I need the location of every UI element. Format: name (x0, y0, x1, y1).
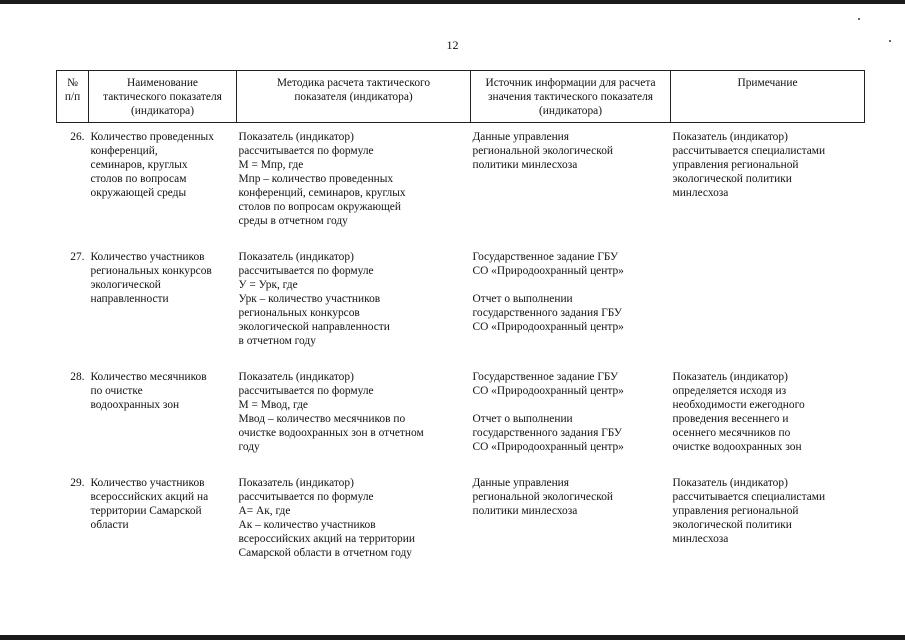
cell-method (237, 468, 471, 574)
text-line: рассчитывается специалистами (672, 145, 826, 157)
table-row (57, 468, 865, 574)
text-line: Показатель (индикатор) (238, 131, 354, 143)
text-line: в отчетном году (238, 335, 316, 347)
blank-line (473, 398, 669, 412)
text-line: водоохранных зон (90, 399, 180, 411)
text-line: необходимости ежегодного (672, 399, 805, 411)
text-line: Показатель (индикатор) (238, 371, 354, 383)
scan-top-border (0, 0, 905, 4)
cell-method (237, 362, 471, 468)
text-line: конференций, семинаров, круглых (238, 187, 406, 199)
cell-note (671, 468, 865, 574)
text-line: Государственное задание ГБУ (472, 371, 619, 383)
text-line: Государственное задание ГБУ (472, 251, 619, 263)
text-line: по очистке (90, 385, 143, 397)
text-line: Количество месячников (90, 371, 207, 383)
text-line: окружающей среды (90, 187, 187, 199)
text-line: региональной экологической (472, 491, 613, 503)
text-line: Наименование (127, 77, 198, 89)
text-line: экологической политики (672, 173, 792, 185)
text-line: (индикатора) (538, 105, 603, 117)
header-name (89, 71, 237, 123)
cell-note (671, 242, 865, 362)
text-line: Показатель (индикатор) (672, 371, 788, 383)
text-line: Мвод – количество месячников по (238, 413, 406, 425)
text-line: Показатель (индикатор) (672, 131, 788, 143)
text-line: У = Урк, где (238, 279, 298, 291)
header-method (237, 71, 471, 123)
text-line: региональных конкурсов (238, 307, 360, 319)
scan-speck (889, 40, 891, 42)
text-line: Показатель (индикатор) (238, 251, 354, 263)
cell-note (671, 362, 865, 468)
text-line: столов по вопросам окружающей (238, 201, 401, 213)
text-line: Ак – количество участников (238, 519, 376, 531)
text-line: направленности (90, 293, 169, 305)
text-line: семинаров, круглых (90, 159, 188, 171)
text-line: Урк – количество участников (238, 293, 381, 305)
text-line: региональных конкурсов (90, 265, 212, 277)
text-line: экологической политики (672, 519, 792, 531)
text-line: политики минлесхоза (472, 159, 578, 171)
text-line: Количество проведенных (90, 131, 214, 143)
text-line: М = Мпр, где (238, 159, 304, 171)
text-line: осеннего месячников по (672, 427, 791, 439)
text-line: п/п (64, 91, 81, 103)
text-line: очистке водоохранных зон (672, 441, 802, 453)
text-line: СО «Природоохранный центр» (472, 441, 624, 453)
text-line: всероссийских акций на (90, 491, 209, 503)
text-line: государственного задания ГБУ (472, 307, 622, 319)
cell-name (89, 468, 237, 574)
text-line: очистке водоохранных зон в отчетном (238, 427, 424, 439)
header-num (57, 71, 89, 123)
cell-num: 26. (70, 131, 85, 143)
text-line: Показатель (индикатор) (672, 477, 788, 489)
text-line: Самарской области в отчетном году (238, 547, 412, 559)
text-line: году (238, 441, 260, 453)
text-line: региональной экологической (472, 145, 613, 157)
text-line: рассчитывается по формуле (238, 265, 374, 277)
text-line: определяется исходя из (672, 385, 787, 397)
text-line: СО «Природоохранный центр» (472, 385, 624, 397)
text-line: А= Ак, где (238, 505, 291, 517)
text-line: области (90, 519, 129, 531)
text-line: Примечание (737, 77, 798, 89)
cell-method (237, 123, 471, 243)
text-line: экологической (90, 279, 161, 291)
text-line: СО «Природоохранный центр» (472, 321, 624, 333)
table-row (57, 123, 865, 243)
indicators-table (56, 70, 865, 574)
text-line: управления региональной (672, 159, 799, 171)
cell-name (89, 362, 237, 468)
header-note (671, 71, 865, 123)
cell-name (89, 123, 237, 243)
text-line: территории Самарской (90, 505, 202, 517)
text-line: Отчет о выполнении (472, 413, 573, 425)
header-source (471, 71, 671, 123)
cell-source (471, 242, 671, 362)
table-row (57, 242, 865, 362)
text-line: рассчитывается по формуле (238, 491, 374, 503)
text-line: тактического показателя (103, 91, 222, 103)
text-line: СО «Природоохранный центр» (472, 265, 624, 277)
text-line: среды в отчетном году (238, 215, 348, 227)
text-line: (индикатора) (130, 105, 195, 117)
text-line: экологической направленности (238, 321, 390, 333)
table-row (57, 362, 865, 468)
text-line: государственного задания ГБУ (472, 427, 622, 439)
blank-line (473, 278, 669, 292)
table-header-row (57, 71, 865, 123)
text-line: Методика расчета тактического (276, 77, 431, 89)
text-line: конференций, (90, 145, 158, 157)
text-line: Отчет о выполнении (472, 293, 573, 305)
text-line: всероссийских акций на территории (238, 533, 415, 545)
text-line: Показатель (индикатор) (238, 477, 354, 489)
text-line: рассчитывается специалистами (672, 491, 826, 503)
text-line: Источник информации для расчета (485, 77, 656, 89)
text-line: № (67, 77, 78, 89)
text-line: проведения весеннего и (672, 413, 789, 425)
text-line: показателя (индикатора) (294, 91, 413, 103)
text-line: политики минлесхоза (472, 505, 578, 517)
text-line: Количество участников (90, 477, 205, 489)
text-line: Данные управления (472, 477, 570, 489)
cell-source (471, 468, 671, 574)
text-line: Количество участников (90, 251, 205, 263)
cell-num: 27. (70, 251, 85, 263)
cell-method (237, 242, 471, 362)
cell-source (471, 123, 671, 243)
text-line: М = Мвод, где (238, 399, 308, 411)
cell-source (471, 362, 671, 468)
text-line: Мпр – количество проведенных (238, 173, 394, 185)
text-line: минлесхоза (672, 533, 729, 545)
page-number: 12 (446, 38, 459, 52)
cell-num: 29. (70, 477, 85, 489)
text-line: Данные управления (472, 131, 570, 143)
text-line: значения тактического показателя (487, 91, 654, 103)
cell-note (671, 123, 865, 243)
text-line: управления региональной (672, 505, 799, 517)
text-line: рассчитывается по формуле (238, 385, 374, 397)
cell-name (89, 242, 237, 362)
cell-num: 28. (70, 371, 85, 383)
scan-bottom-border (0, 635, 905, 640)
scan-speck (858, 18, 860, 20)
text-line: столов по вопросам (90, 173, 187, 185)
text-line: минлесхоза (672, 187, 729, 199)
text-line: рассчитывается по формуле (238, 145, 374, 157)
